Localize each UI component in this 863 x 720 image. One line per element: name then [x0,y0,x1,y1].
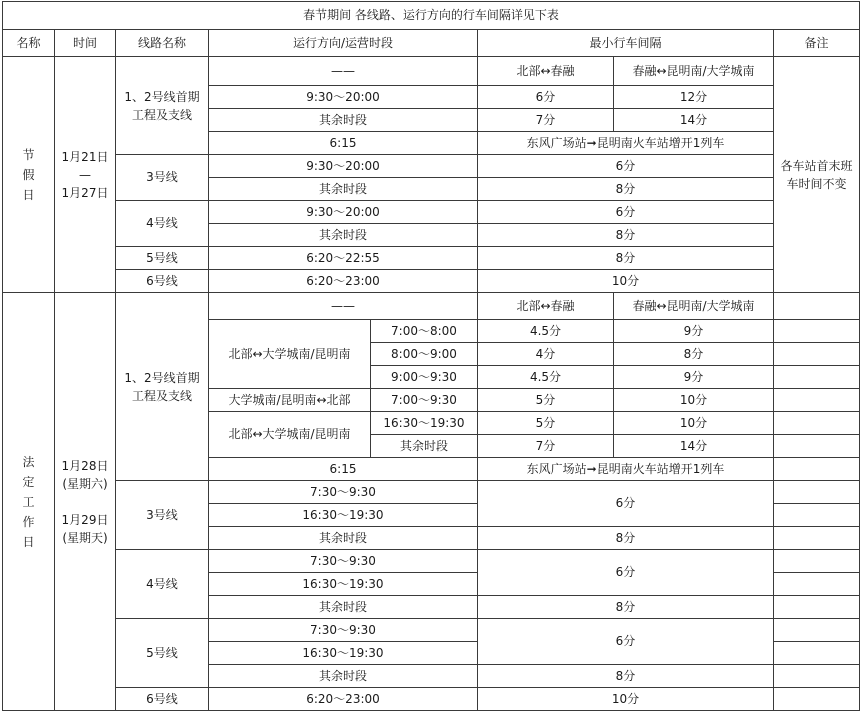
workday-line-3: 3号线 [116,481,209,550]
workday-remark-r1 [774,293,860,320]
header-direction-period: 运行方向/运营时段 [209,30,478,57]
workday-l5-peak-int: 6分 [478,619,774,665]
holiday-l12-dash: —— [209,57,478,86]
table-row-a: 4分 [478,343,614,366]
header-name: 名称 [3,30,55,57]
table-row-a: 5分 [478,412,614,435]
holiday-l4-other-int: 8分 [478,224,774,247]
workday-dir-north-south-2: 北部↔大学城南/昆明南 [209,412,371,458]
workday-line-4: 4号线 [116,550,209,619]
holiday-line-12-label: 1、2号线首期工程及支线 [124,89,200,122]
table-row-b: 14分 [614,435,774,458]
holiday-l4-other-period: 其余时段 [209,224,478,247]
workday-dates-cell [55,293,116,711]
holiday-name: 节假日 [22,147,35,202]
holiday-line-3: 3号线 [116,155,209,201]
holiday-extra-train-note: 东风广场站➞昆明南火车站增开1列车 [478,132,774,155]
holiday-l12-peak-period: 9:30～20:00 [209,86,478,109]
workday-remark-r5 [774,389,860,412]
workday-remark-r9 [774,481,860,504]
holiday-l4-peak-period: 9:30～20:00 [209,201,478,224]
workday-l5-morning: 7:30～9:30 [209,619,478,642]
workday-remark-r2 [774,320,860,343]
table-title: 春节期间 各线路、运行方向的行车间隔详见下表 [3,2,860,30]
holiday-l12-peak-a: 6分 [478,86,614,109]
holiday-l6-period: 6:20～23:00 [209,270,478,293]
workday-l3-peak-int: 6分 [478,481,774,527]
holiday-l12-peak-b: 12分 [614,86,774,109]
table-row-period: 其余时段 [371,435,478,458]
holiday-line-12 [116,57,209,155]
workday-l4-evening: 16:30～19:30 [209,573,478,596]
workday-l4-peak-int: 6分 [478,550,774,596]
workday-l4-morning: 7:30～9:30 [209,550,478,573]
workday-dir-north-chunrong: 北部↔春融 [478,293,614,320]
holiday-line-5: 5号线 [116,247,209,270]
workday-l5-other-period: 其余时段 [209,665,478,688]
holiday-l3-other-int: 8分 [478,178,774,201]
workday-name-cell [3,293,55,711]
table-row-b: 10分 [614,389,774,412]
workday-l5-other-int: 8分 [478,665,774,688]
table-row-period: 7:00～9:30 [371,389,478,412]
holiday-l3-other-period: 其余时段 [209,178,478,201]
table-row-b: 10分 [614,412,774,435]
workday-remark-r6 [774,412,860,435]
workday-remark-r15 [774,619,860,642]
header-remark: 备注 [774,30,860,57]
workday-l3-evening: 16:30～19:30 [209,504,478,527]
workday-extra-train-note: 东风广场站➞昆明南火车站增开1列车 [478,458,774,481]
workday-remark-r18 [774,688,860,711]
workday-l12-dash: —— [209,293,478,320]
workday-line-6: 6号线 [116,688,209,711]
holiday-l12-other-a: 7分 [478,109,614,132]
table-row-b: 9分 [614,320,774,343]
holiday-remark: 各车站首末班车时间不变 [780,158,853,191]
holiday-name-cell [3,57,55,293]
workday-remark-r4 [774,366,860,389]
workday-line-12 [116,293,209,481]
table-row-a: 4.5分 [478,366,614,389]
table-row-period: 9:00～9:30 [371,366,478,389]
table-row-a: 5分 [478,389,614,412]
workday-l5-evening: 16:30～19:30 [209,642,478,665]
table-row-b: 8分 [614,343,774,366]
table-row-a: 4.5分 [478,320,614,343]
header-min-interval: 最小行车间隔 [478,30,774,57]
workday-l3-other-period: 其余时段 [209,527,478,550]
holiday-l5-period: 6:20～22:55 [209,247,478,270]
workday-remark-r8 [774,458,860,481]
workday-remark-r16 [774,642,860,665]
workday-remark-r14 [774,596,860,619]
workday-line-12-label: 1、2号线首期工程及支线 [124,370,200,403]
holiday-dates-cell [55,57,116,293]
workday-name: 法定工作日 [22,454,35,549]
holiday-extra-train-time: 6:15 [209,132,478,155]
workday-line-5: 5号线 [116,619,209,688]
holiday-line-6: 6号线 [116,270,209,293]
holiday-dates: 1月21日 — 1月27日 [61,149,109,200]
workday-l4-other-period: 其余时段 [209,596,478,619]
workday-l6-period: 6:20～23:00 [209,688,478,711]
workday-dir-chunrong-south: 春融↔昆明南/大学城南 [614,293,774,320]
table-row-b: 9分 [614,366,774,389]
header-time: 时间 [55,30,116,57]
workday-l6-int: 10分 [478,688,774,711]
workday-dir-north-south: 北部↔大学城南/昆明南 [209,320,371,389]
holiday-remark-cell [774,57,860,293]
workday-remark-r3 [774,343,860,366]
holiday-l6-int: 10分 [478,270,774,293]
holiday-line-4: 4号线 [116,201,209,247]
holiday-l3-peak-period: 9:30～20:00 [209,155,478,178]
holiday-l12-other-b: 14分 [614,109,774,132]
workday-l3-other-int: 8分 [478,527,774,550]
interval-table [2,1,860,711]
table-row-a: 7分 [478,435,614,458]
workday-remark-r11 [774,527,860,550]
table-row-period: 8:00～9:00 [371,343,478,366]
workday-remark-r12 [774,550,860,573]
workday-remark-r10 [774,504,860,527]
holiday-l5-int: 8分 [478,247,774,270]
workday-dates: 1月28日 (星期六) 1月29日 (星期天) [61,458,109,545]
table-row-period: 16:30～19:30 [371,412,478,435]
workday-extra-train-time: 6:15 [209,458,478,481]
workday-l3-morning: 7:30～9:30 [209,481,478,504]
holiday-l4-peak-int: 6分 [478,201,774,224]
table-row-period: 7:00～8:00 [371,320,478,343]
holiday-dir-north-chunrong: 北部↔春融 [478,57,614,86]
workday-remark-r13 [774,573,860,596]
holiday-dir-chunrong-south: 春融↔昆明南/大学城南 [614,57,774,86]
workday-dir-south-north: 大学城南/昆明南↔北部 [209,389,371,412]
workday-remark-r7 [774,435,860,458]
holiday-l12-other-period: 其余时段 [209,109,478,132]
header-line: 线路名称 [116,30,209,57]
holiday-l3-peak-int: 6分 [478,155,774,178]
workday-l4-other-int: 8分 [478,596,774,619]
workday-remark-r17 [774,665,860,688]
